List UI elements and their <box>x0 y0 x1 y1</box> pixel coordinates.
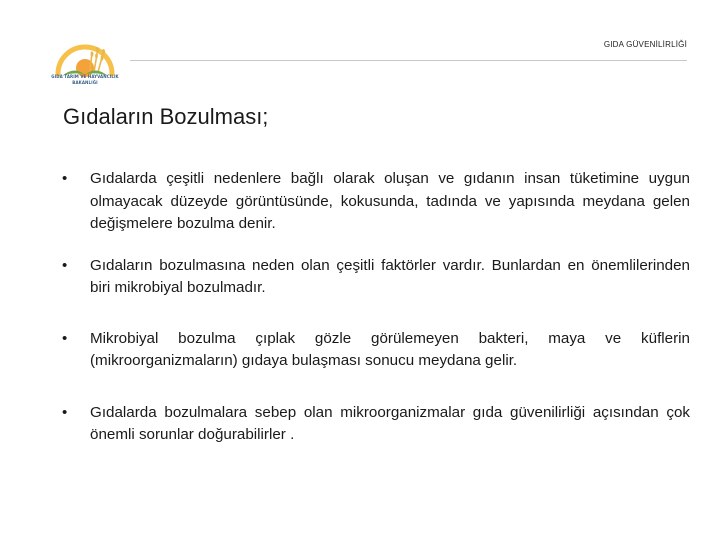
header-title: GIDA GÜVENİLİRLİĞİ <box>603 40 687 49</box>
bullet-text: Gıdalarda çeşitli nedenlere bağlı olarak oluşan ve gıdanın insan tüketimine uygun olmayacak düzeyde görüntüsünde, kokusunda, tadında ve yapısında meydana gelen değişmelere bozulma denir. <box>90 170 690 232</box>
bullet-item <box>62 402 690 447</box>
bullet-glyph: • <box>62 329 68 347</box>
bullet-text: Gıdalarda bozulmalara sebep olan mikroorganizmalar gıda güvenilirliği açısından çok önemli sorunlar doğurabilirler . <box>90 403 690 443</box>
logo-caption-line-1: GIDA TARIM VE HAYVANCILIK <box>51 74 119 79</box>
header-divider <box>130 60 687 61</box>
bullet-glyph: • <box>62 170 68 187</box>
bullet-text: Mikrobiyal bozulma çıplak gözle görülemeyen bakteri, maya ve küflerin (mikroorganizmaların) gıdaya bulaşması sonucu meydana gelir. <box>90 329 690 369</box>
bullet-text: Gıdaların bozulmasına neden olan çeşitli faktörler vardır. Bunlardan en önemlilerinden biri mikrobiyal bozulmadır. <box>90 256 690 296</box>
bullet-item <box>62 168 690 236</box>
bullet-item <box>62 328 690 373</box>
bullet-item <box>62 255 690 300</box>
slide-title: Gıdaların Bozulması; <box>63 104 269 129</box>
bullet-glyph: • <box>62 403 68 421</box>
logo-caption-line-2: BAKANLIĞI <box>72 80 98 85</box>
bullet-glyph: • <box>62 256 68 274</box>
logo-caption <box>44 74 126 86</box>
bullet-list <box>62 168 690 447</box>
